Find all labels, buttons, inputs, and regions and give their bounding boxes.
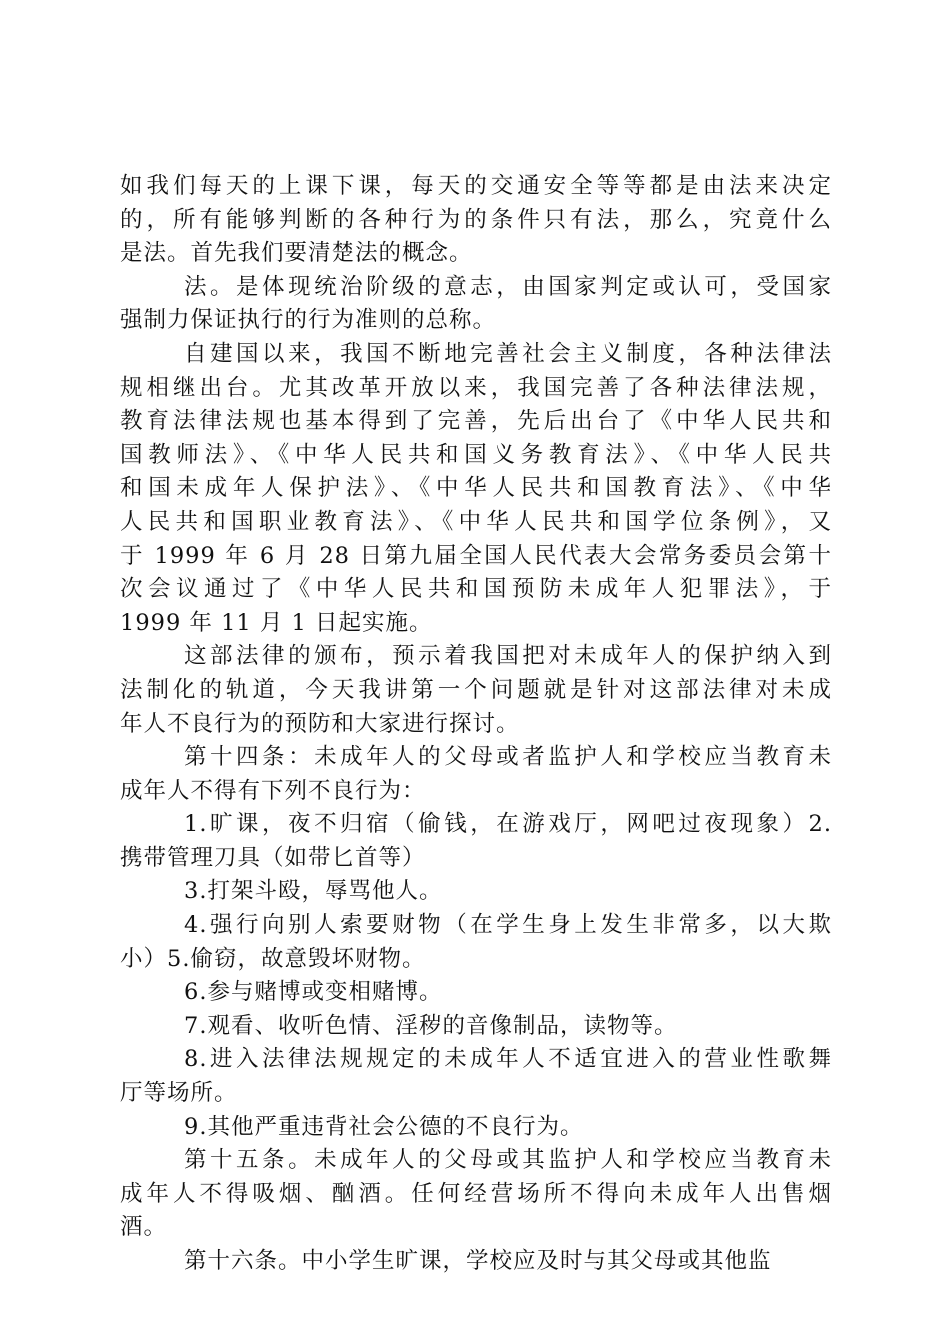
paragraph-line: 酒。 (120, 1214, 168, 1241)
paragraph (120, 1010, 832, 1044)
paragraph-line: 和国未成年人保护法》、《中华人民共和国教育法》、《中华 (120, 475, 832, 502)
paragraph-line: 7.观看、收听色情、淫秽的音像制品，读物等。 (184, 1012, 678, 1039)
paragraph-line: 1999 年 11 月 1 日起实施。 (120, 609, 433, 636)
paragraph-line: 如我们每天的上课下课，每天的交通安全等等都是由法来决定 (120, 173, 832, 199)
paragraph-line: 这部法律的颁布，预示着我国把对未成年人的保护纳入到 (184, 643, 832, 670)
paragraph-line: 9.其他严重违背社会公德的不良行为。 (184, 1113, 584, 1140)
paragraph (120, 1043, 832, 1110)
paragraph-line: 规相继出台。尤其改革开放以来，我国完善了各种法律法规， (120, 374, 832, 401)
paragraph-line: 强制力保证执行的行为准则的总称。 (120, 307, 497, 334)
paragraph (120, 271, 832, 338)
paragraph-line: 第十六条。中小学生旷课，学校应及时与其父母或其他监 (184, 1248, 772, 1274)
paragraph (120, 976, 832, 1010)
paragraph (120, 1111, 832, 1145)
paragraph-line: 1.旷课，夜不归宿（偷钱，在游戏厅，网吧过夜现象）2. (184, 811, 832, 838)
paragraph-line: 第十四条：未成年人的父母或者监护人和学校应当教育未 (184, 744, 832, 771)
paragraph-line: 成年人不得吸烟、酗酒。任何经营场所不得向未成年人出售烟 (120, 1180, 832, 1207)
paragraph-line: 3.打架斗殴，辱骂他人。 (184, 878, 443, 905)
paragraph-line: 年人不良行为的预防和大家进行探讨。 (120, 710, 520, 737)
paragraph-line: 于 1999 年 6 月 28 日第九届全国人民代表大会常务委员会第十 (120, 542, 832, 569)
paragraph-line: 人民共和国职业教育法》、《中华人民共和国学位条例》，又 (120, 508, 832, 535)
paragraph (120, 909, 832, 976)
paragraph-line: 法。是体现统治阶级的意志，由国家判定或认可，受国家 (184, 273, 832, 300)
paragraph (120, 170, 832, 271)
paragraph-line: 法制化的轨道，今天我讲第一个问题就是针对这部法律对未成 (120, 676, 832, 703)
paragraph-line: 教育法律法规也基本得到了完善，先后出台了《中华人民共和 (120, 408, 832, 435)
paragraph-line: 自建国以来，我国不断地完善社会主义制度，各种法律法 (184, 340, 832, 367)
paragraph-line: 是法。首先我们要清楚法的概念。 (120, 240, 473, 267)
paragraph-line: 次会议通过了《中华人民共和国预防未成年人犯罪法》，于 (120, 576, 832, 603)
paragraph (120, 338, 832, 640)
paragraph (120, 741, 832, 808)
paragraph-line: 厅等场所。 (120, 1080, 238, 1107)
document-body (120, 170, 832, 1279)
paragraph (120, 1245, 832, 1279)
paragraph-line: 小）5.偷窃，故意毁坏财物。 (120, 945, 426, 972)
paragraph-line: 国教师法》、《中华人民共和国义务教育法》、《中华人民共 (120, 441, 832, 468)
paragraph-line: 8.进入法律法规规定的未成年人不适宜进入的营业性歌舞 (184, 1046, 832, 1073)
paragraph-line: 的，所有能够判断的各种行为的条件只有法，那么，究竟什么 (120, 206, 832, 233)
paragraph-line: 携带管理刀具（如带匕首等） (120, 844, 426, 871)
paragraph-line: 成年人不得有下列不良行为： (120, 777, 426, 804)
paragraph-line: 4.强行向别人索要财物（在学生身上发生非常多，以大欺 (184, 912, 832, 939)
paragraph (120, 808, 832, 875)
paragraph (120, 875, 832, 909)
paragraph-line: 6.参与赌博或变相赌博。 (184, 979, 443, 1006)
paragraph (120, 640, 832, 741)
paragraph-line: 第十五条。未成年人的父母或其监护人和学校应当教育未 (184, 1147, 832, 1174)
paragraph (120, 1144, 832, 1245)
